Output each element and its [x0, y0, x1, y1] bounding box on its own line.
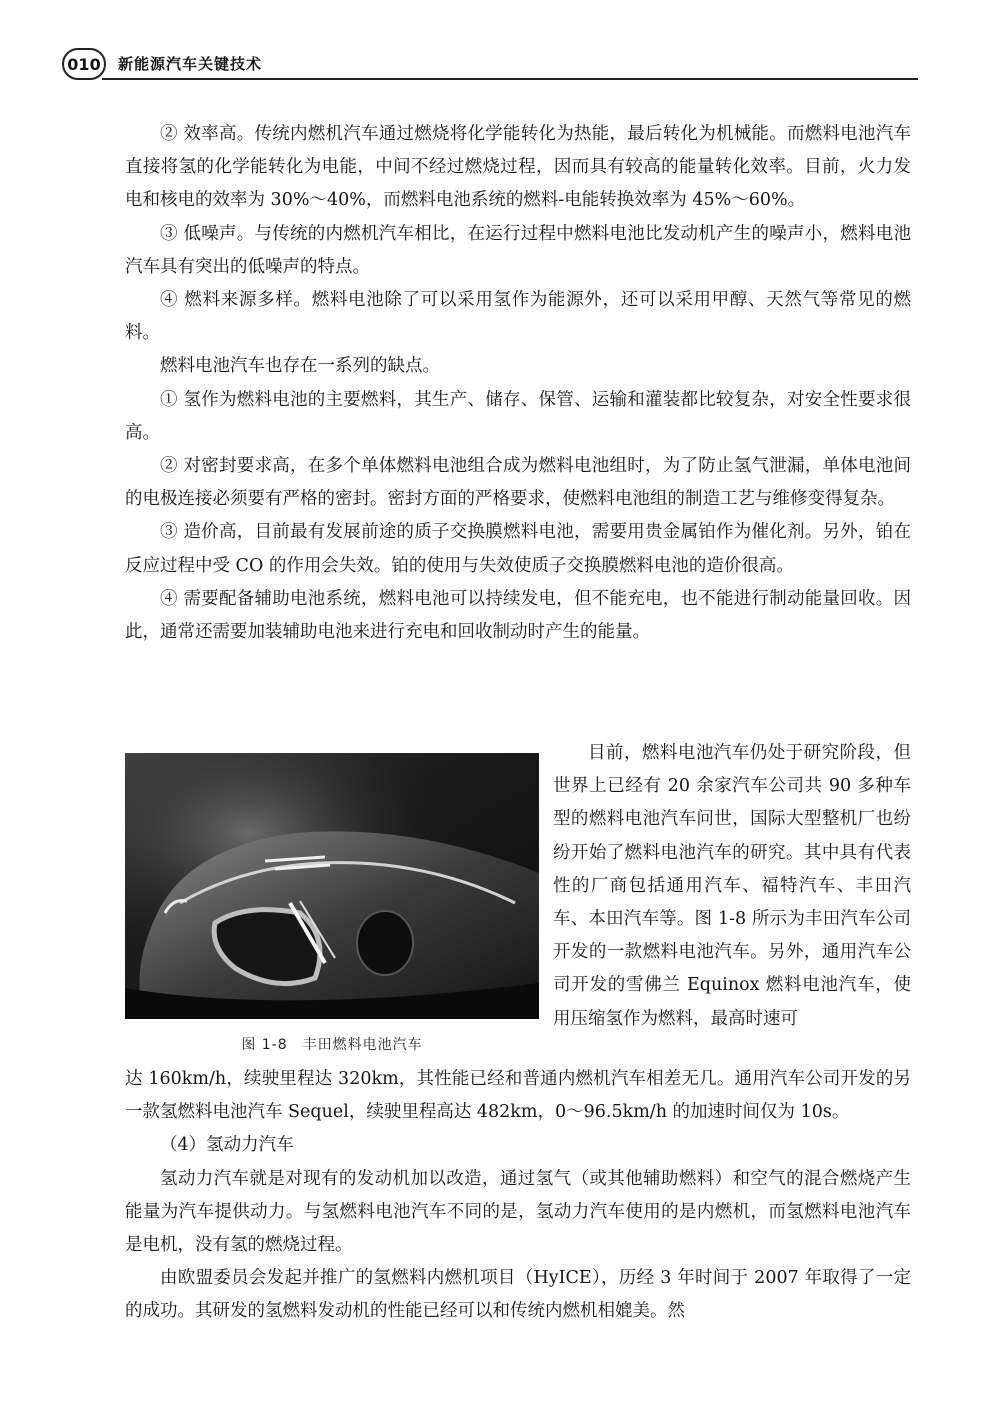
page-number: 010 [62, 48, 106, 80]
toyota-fuel-cell-car-photo [125, 753, 539, 1019]
header-rule [102, 78, 918, 80]
paragraph-low-noise: ③ 低噪声。与传统的内燃机汽车相比，在运行过程中燃料电池比发动机产生的噪声小，燃料电池汽车具有突出的低噪声的特点。 [125, 223, 911, 277]
main-text [125, 118, 911, 649]
figure-1-8 [125, 753, 539, 1054]
paragraph-hydrogen-handling: ① 氢作为燃料电池的主要燃料，其生产、储存、保管、运输和灌装都比较复杂，对安全性要求很高。 [125, 389, 911, 443]
paragraph-cost: ③ 造价高，目前最有发展前途的质子交换膜燃料电池，需要用贵金属铂作为催化剂。另外，铂在反应过程中受 CO 的作用会失效。铂的使用与失效使质子交换膜燃料电池的造价很高。 [125, 522, 911, 576]
figure-caption: 图 1-8 丰田燃料电池汽车 [241, 1037, 423, 1053]
book-title: 新能源汽车关键技术 [118, 55, 263, 73]
paragraph-auxiliary-battery: ④ 需要配备辅助电池系统，燃料电池可以持续发电，但不能充电，也不能进行制动能量回收。因此，通常还需要加装辅助电池来进行充电和回收制动时产生的能量。 [125, 588, 911, 643]
paragraph-industry-status: 目前，燃料电池汽车仍处于研究阶段，但世界上已经有 20 余家汽车公司共 90 多种车型的燃料电池汽车问世，国际大型整机厂也纷纷开始了燃料电池汽车的研究。其中具有代表性的厂商包括通用汽车、福特汽车、丰田汽车、本田汽车等。图 1-8 所示为丰田汽车公司开发的一款燃料电池汽车。另外，通用汽车公司开发的雪佛兰 Equinox 燃料电池汽车，使用压缩氢作为燃料，最高时速可 [553, 743, 911, 1029]
section-heading-hydrogen-power: （4）氢动力汽车 [160, 1135, 294, 1156]
side-text [553, 737, 911, 1036]
paragraph-hyice: 由欧盟委员会发起并推广的氢燃料内燃机项目（HyICE），历经 3 年时间于 2007 年取得了一定的成功。其研发的氢燃料发动机的性能已经可以和传统内燃机相媲美。然 [125, 1268, 911, 1322]
continued-text [125, 1063, 911, 1329]
paragraph-fuel-sources: ④ 燃料来源多样。燃料电池除了可以采用氢作为能源外，还可以采用甲醇、天然气等常见的燃料。 [125, 290, 911, 344]
paragraph-continued: 达 160km/h，续驶里程达 320km，其性能已经和普通内燃机汽车相差无几。通用汽车公司开发的另一款氢燃料电池汽车 Sequel，续驶里程高达 482km，0～96.5km/h 的加速时间仅为 10s。 [125, 1069, 911, 1123]
page-header [62, 44, 922, 84]
car-illustration [125, 753, 539, 1019]
paragraph-sealing: ② 对密封要求高，在多个单体燃料电池组合成为燃料电池组时，为了防止氢气泄漏，单体电池间的电极连接必须要有严格的密封。密封方面的严格要求，使燃料电池组的制造工艺与维修变得复杂。 [125, 456, 911, 510]
paragraph-hydrogen-vehicle: 氢动力汽车就是对现有的发动机加以改造，通过氢气（或其他辅助燃料）和空气的混合燃烧产生能量为汽车提供动力。与氢燃料电池汽车不同的是，氢动力汽车使用的是内燃机，而氢燃料电池汽车是电机，没有氢的燃烧过程。 [125, 1168, 911, 1256]
paragraph-efficiency: ② 效率高。传统内燃机汽车通过燃烧将化学能转化为热能，最后转化为机械能。而燃料电池汽车直接将氢的化学能转化为电能，中间不经过燃烧过程，因而具有较高的能量转化效率。目前，火力发电和核电的效率为 30%～40%，而燃料电池系统的燃料-电能转换效率为 45%～60%。 [125, 124, 911, 211]
paragraph-drawbacks-intro: 燃料电池汽车也存在一系列的缺点。 [160, 356, 440, 377]
